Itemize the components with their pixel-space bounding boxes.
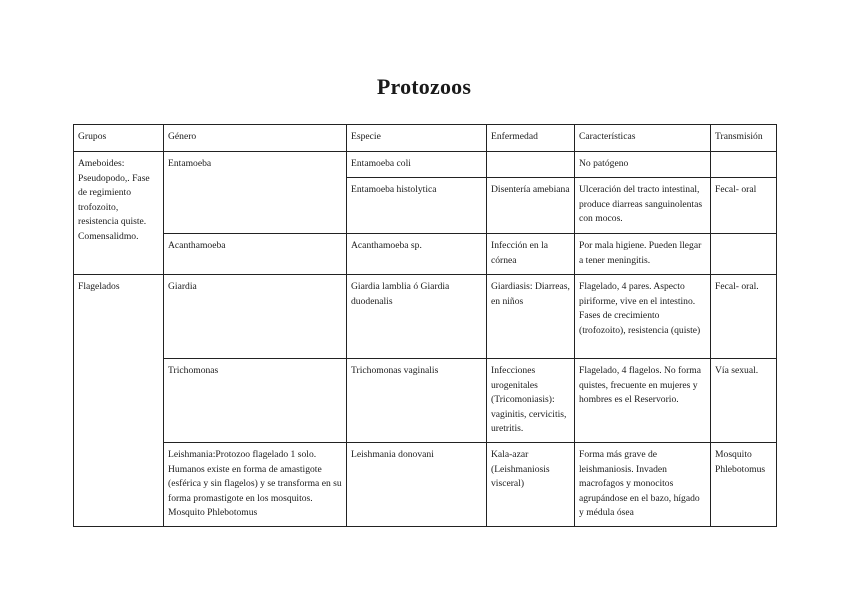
header-transmision: Transmisión xyxy=(711,125,777,152)
caracteristicas-cell: Forma más grave de leishmaniosis. Invaden macrofagos y monocitos agrupándose en el bazo, hígado y médula ósea xyxy=(575,443,711,527)
group-cell-flagelados: Flagelados xyxy=(74,275,164,527)
especie-cell: Leishmania donovani xyxy=(347,443,487,527)
caracteristicas-cell: No patógeno xyxy=(575,152,711,178)
table-row xyxy=(74,152,777,178)
genero-cell: Giardia xyxy=(164,275,347,359)
genero-cell: Trichomonas xyxy=(164,359,347,443)
genero-cell: Acanthamoeba xyxy=(164,234,347,275)
especie-cell: Entamoeba coli xyxy=(347,152,487,178)
genero-cell: Leishmania:Protozoo flagelado 1 solo. Humanos existe en forma de amastigote (esférica y sin flagelos) y se transforma en su forma promastigote en los mosquitos. Mosquito Phlebotomus xyxy=(164,443,347,527)
transmision-cell: Mosquito Phlebotomus xyxy=(711,443,777,527)
caracteristicas-cell: Por mala higiene. Pueden llegar a tener meningitis. xyxy=(575,234,711,275)
enfermedad-cell: Disentería amebiana xyxy=(487,178,575,234)
protozoa-table xyxy=(73,124,777,527)
header-grupos: Grupos xyxy=(74,125,164,152)
enfermedad-cell: Infecciones urogenitales (Tricomoniasis): vaginitis, cervicitis, uretritis. xyxy=(487,359,575,443)
transmision-cell xyxy=(711,152,777,178)
table-header-row xyxy=(74,125,777,152)
table-row xyxy=(74,359,777,443)
caracteristicas-cell: Flagelado, 4 pares. Aspecto piriforme, vive en el intestino. Fases de crecimiento (trofozoito), resistencia (quiste) xyxy=(575,275,711,359)
table-row xyxy=(74,443,777,527)
transmision-cell xyxy=(711,234,777,275)
especie-cell: Trichomonas vaginalis xyxy=(347,359,487,443)
group-cell-ameboides: Ameboides: Pseudopodo,. Fase de regimiento trofozoito, resistencia quiste. Comensalidmo. xyxy=(74,152,164,275)
table-row xyxy=(74,275,777,359)
page-title: Protozoos xyxy=(376,74,472,99)
header-caracteristicas: Características xyxy=(575,125,711,152)
caracteristicas-cell: Ulceración del tracto intestinal, produce diarreas sanguinolentas con mocos. xyxy=(575,178,711,234)
table-row xyxy=(74,234,777,275)
enfermedad-cell: Infección en la córnea xyxy=(487,234,575,275)
caracteristicas-cell: Flagelado, 4 flagelos. No forma quistes, frecuente en mujeres y hombres es el Reservorio. xyxy=(575,359,711,443)
especie-cell: Acanthamoeba sp. xyxy=(347,234,487,275)
transmision-cell: Vía sexual. xyxy=(711,359,777,443)
enfermedad-cell: Kala-azar (Leishmaniosis visceral) xyxy=(487,443,575,527)
transmision-cell: Fecal- oral. xyxy=(711,275,777,359)
transmision-cell: Fecal- oral xyxy=(711,178,777,234)
header-genero: Género xyxy=(164,125,347,152)
enfermedad-cell: Giardiasis: Diarreas, en niños xyxy=(487,275,575,359)
especie-cell: Giardia lamblia ó Giardia duodenalis xyxy=(347,275,487,359)
header-enfermedad: Enfermedad xyxy=(487,125,575,152)
enfermedad-cell xyxy=(487,152,575,178)
header-especie: Especie xyxy=(347,125,487,152)
genero-cell: Entamoeba xyxy=(164,152,347,234)
especie-cell: Entamoeba histolytica xyxy=(347,178,487,234)
